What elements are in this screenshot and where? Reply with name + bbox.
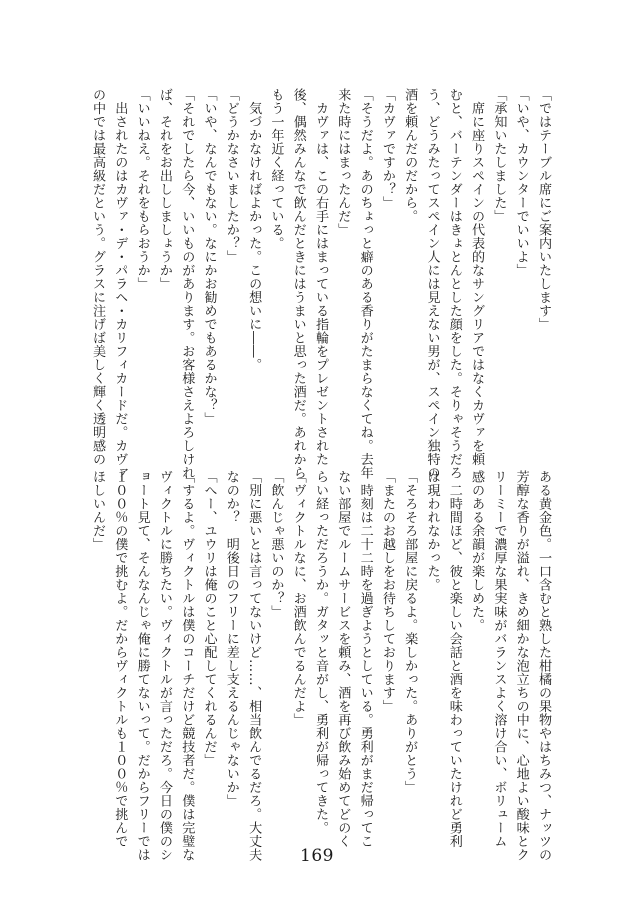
text-line: ほしいんだ」 (90, 470, 106, 551)
text-line: 「それでしたら今、いいものがあります。お客様さえよろしけれ (179, 88, 195, 480)
text-line: 席に座りスペインの代表的なサングリアではなくカヴァを頼 (469, 88, 485, 466)
text-line: なのか？ 明後日のフリーに差し支えるんじゃないか」 (223, 470, 239, 808)
text-line: 「いいねえ。それをもらおうか」 (134, 88, 150, 291)
text-line: 「するよ。ヴィクトルは僕のコーチだけど競技者だ。僕は完璧な (179, 470, 195, 862)
text-line: 出されたのはカヴァ・デ・パラヘ・カリフィカードだ。カヴァ (112, 88, 128, 480)
text-line: 「いや、なんでもない。なにかお勧めでもあるかな？」 (201, 88, 217, 426)
text-line: 「ヴィクトルなに、お酒飲んでるんだよ」 (290, 470, 306, 727)
text-line: は現われなかった。 (424, 470, 440, 592)
text-line: カヴァは、この右手にはまっている指輪をプレゼントされた (313, 88, 329, 466)
text-line: リーミーで濃厚な果実味がバランスよく溶け合い、ボリューム (491, 470, 507, 848)
text-line: 酒を頼んだのだから。 (402, 88, 418, 223)
lower-text-block (90, 470, 554, 862)
text-line: 「別に悪いとは言ってないけど……、相当飲んでるだろ。大丈夫 (246, 470, 262, 862)
text-line: 「承知いたしました」 (491, 88, 507, 223)
text-line: ョート見て、そんなんじゃ俺に勝てないって。だからフリーでは (134, 470, 150, 862)
text-line: ある黄金色。一口含むと熟した柑橘の果物やはちみつ、ナッツの (536, 470, 551, 862)
text-line: 二時間ほど、彼と楽しい会話と酒を味わっていたけれど勇利 (446, 470, 462, 848)
text-line: 後、偶然みんなで飲んだときにはうまいと思った酒だ。あれから (290, 88, 306, 480)
text-line: 感のある余韻が楽しめた。 (469, 470, 485, 632)
text-line: 時刻は二十二時を過ぎようとしている。勇利がまだ帰ってこ (357, 470, 373, 848)
text-line: ない部屋でルームサービスを頼み、酒を再び飲み始めてどのく (335, 470, 351, 848)
text-line: １００％の僕で挑むよ。だからヴィクトルも１００％で挑んで (112, 470, 128, 848)
text-line: ば、それをお出ししましょうか」 (156, 88, 172, 291)
upper-text-block (90, 88, 554, 480)
text-line: う、どうみたってスペイン人には見えない男が、スペイン独特の (424, 88, 440, 480)
text-line: 「へー、ユウリは俺のこと心配してくれるんだ」 (201, 470, 217, 767)
text-line: 「またのお越しをお待ちしております」 (379, 470, 395, 713)
text-line: むと、バーテンダーはきょとんとした顔をした。そりゃそうだろ (446, 88, 462, 480)
text-line: 「どうかなさいましたか？」 (223, 88, 239, 264)
text-line: 「いや、カウンターでいいよ」 (513, 88, 529, 277)
text-line: 気づかなければよかった。この想いに――。 (246, 88, 262, 372)
text-line: 来た時にはまったんだ」 (335, 88, 351, 237)
text-line: もう一年近く経っている。 (268, 88, 284, 250)
text-line: ヴィクトルに勝ちたい。ヴィクトルが言っただろ。今日の僕のシ (156, 470, 172, 862)
text-line: 「そうだよ。あのちょっと癖のある香りがたまらなくてね。去年 (357, 88, 373, 480)
text-line: 「飲んじゃ悪いのか？」 (268, 470, 284, 619)
page-number: 169 (300, 846, 334, 866)
text-line: らい経っただろうか。ガタッと音がし、勇利が帰ってきた。 (313, 470, 329, 835)
text-line: 芳醇な香りが溢れ、きめ細かな泡立ちの中に、心地よい酸味とク (513, 470, 529, 862)
text-line: 「そろそろ部屋に戻るよ。楽しかった。ありがとう」 (402, 470, 418, 794)
text-line: 「ではテーブル席にご案内いたします」 (536, 88, 551, 331)
text-line: の中では最高級だという。グラスに注げば美しく輝く透明感の (90, 88, 106, 466)
text-line: 「カヴァですか？」 (379, 88, 395, 210)
